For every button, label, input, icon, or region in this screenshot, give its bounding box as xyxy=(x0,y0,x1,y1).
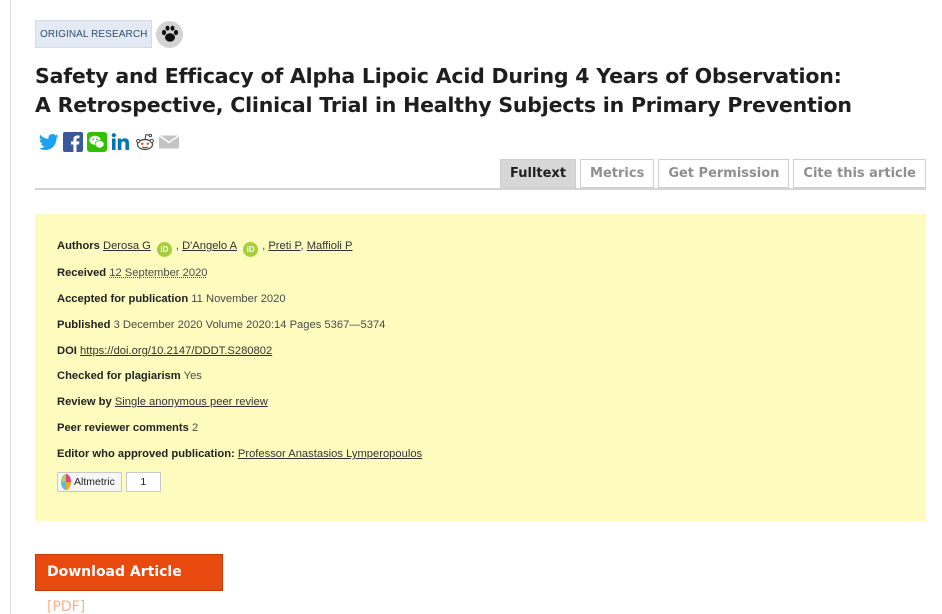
plagiarism-value: Yes xyxy=(183,370,202,382)
editor-link[interactable]: Professor Anastasios Lymperopoulos xyxy=(237,448,423,460)
altmetric-donut-icon xyxy=(61,474,71,490)
author-link[interactable]: Derosa G xyxy=(103,240,151,252)
received-label: Received xyxy=(57,267,107,279)
orcid-icon[interactable]: iD xyxy=(243,242,258,257)
linkedin-icon[interactable] xyxy=(110,131,132,153)
author-link[interactable]: D'Angelo A xyxy=(182,240,238,252)
wechat-icon[interactable] xyxy=(86,131,108,153)
doi-row xyxy=(57,345,272,357)
received-date: 12 September 2020 xyxy=(109,267,208,279)
authors-row: Authors Derosa G iD , D'Angelo A iD , Preti P, Maffioli P xyxy=(57,240,353,257)
article-type-row xyxy=(35,20,183,48)
tab-get-permission[interactable]: Get Permission xyxy=(658,159,789,188)
accepted-label: Accepted for publication xyxy=(57,293,189,305)
accepted-row xyxy=(57,293,286,305)
twitter-icon[interactable] xyxy=(38,131,60,153)
altmetric-label: Altmetric xyxy=(74,476,115,488)
review-label: Review by xyxy=(57,396,112,408)
download-format: [PDF] xyxy=(47,599,86,614)
authors-label: Authors xyxy=(57,240,100,252)
article-type-badge: ORIGINAL RESEARCH xyxy=(35,20,152,48)
editor-row xyxy=(57,448,422,460)
comments-label: Peer reviewer comments xyxy=(57,422,189,434)
article-tabs xyxy=(496,159,926,188)
download-label: Download Article xyxy=(47,564,182,580)
article-title: Safety and Efficacy of Alpha Lipoic Acid During 4 Years of Observation: A Retrospective, Clinical Trial in Healthy Subjects in Primary Prevention xyxy=(35,64,852,117)
plagiarism-row xyxy=(57,370,202,382)
altmetric-label-box[interactable] xyxy=(57,472,122,492)
tabs-divider xyxy=(35,188,926,190)
received-row xyxy=(57,267,208,279)
paw-print-icon xyxy=(156,21,183,48)
doi-label: DOI xyxy=(57,345,77,357)
article-info-box xyxy=(35,214,926,521)
tab-fulltext[interactable]: Fulltext xyxy=(500,159,576,188)
tab-cite-this-article[interactable]: Cite this article xyxy=(793,159,926,188)
download-article-button[interactable] xyxy=(35,554,223,614)
comments-count: 2 xyxy=(191,422,199,434)
accepted-date: 11 November 2020 xyxy=(191,293,286,305)
altmetric-badge[interactable] xyxy=(57,472,161,492)
altmetric-count[interactable]: 1 xyxy=(126,472,161,492)
orcid-icon[interactable]: iD xyxy=(157,242,172,257)
review-type-link[interactable]: Single anonymous peer review xyxy=(114,396,268,408)
doi-link[interactable]: https://doi.org/10.2147/DDDT.S280802 xyxy=(80,345,273,357)
plagiarism-label: Checked for plagiarism xyxy=(57,370,181,382)
published-details: 3 December 2020 Volume 2020:14 Pages 5367—5374 xyxy=(113,319,386,331)
email-icon[interactable] xyxy=(158,131,180,153)
author-link[interactable]: Maffioli P xyxy=(306,240,353,252)
published-row xyxy=(57,319,385,331)
editor-label: Editor who approved publication: xyxy=(57,448,235,460)
share-bar xyxy=(38,131,182,153)
author-link[interactable]: Preti P xyxy=(268,240,301,252)
reddit-icon[interactable] xyxy=(134,131,156,153)
facebook-icon[interactable] xyxy=(62,131,84,153)
published-label: Published xyxy=(57,319,111,331)
review-row xyxy=(57,396,268,408)
left-border xyxy=(10,0,11,614)
comments-row xyxy=(57,422,198,434)
tab-metrics[interactable]: Metrics xyxy=(580,159,654,188)
